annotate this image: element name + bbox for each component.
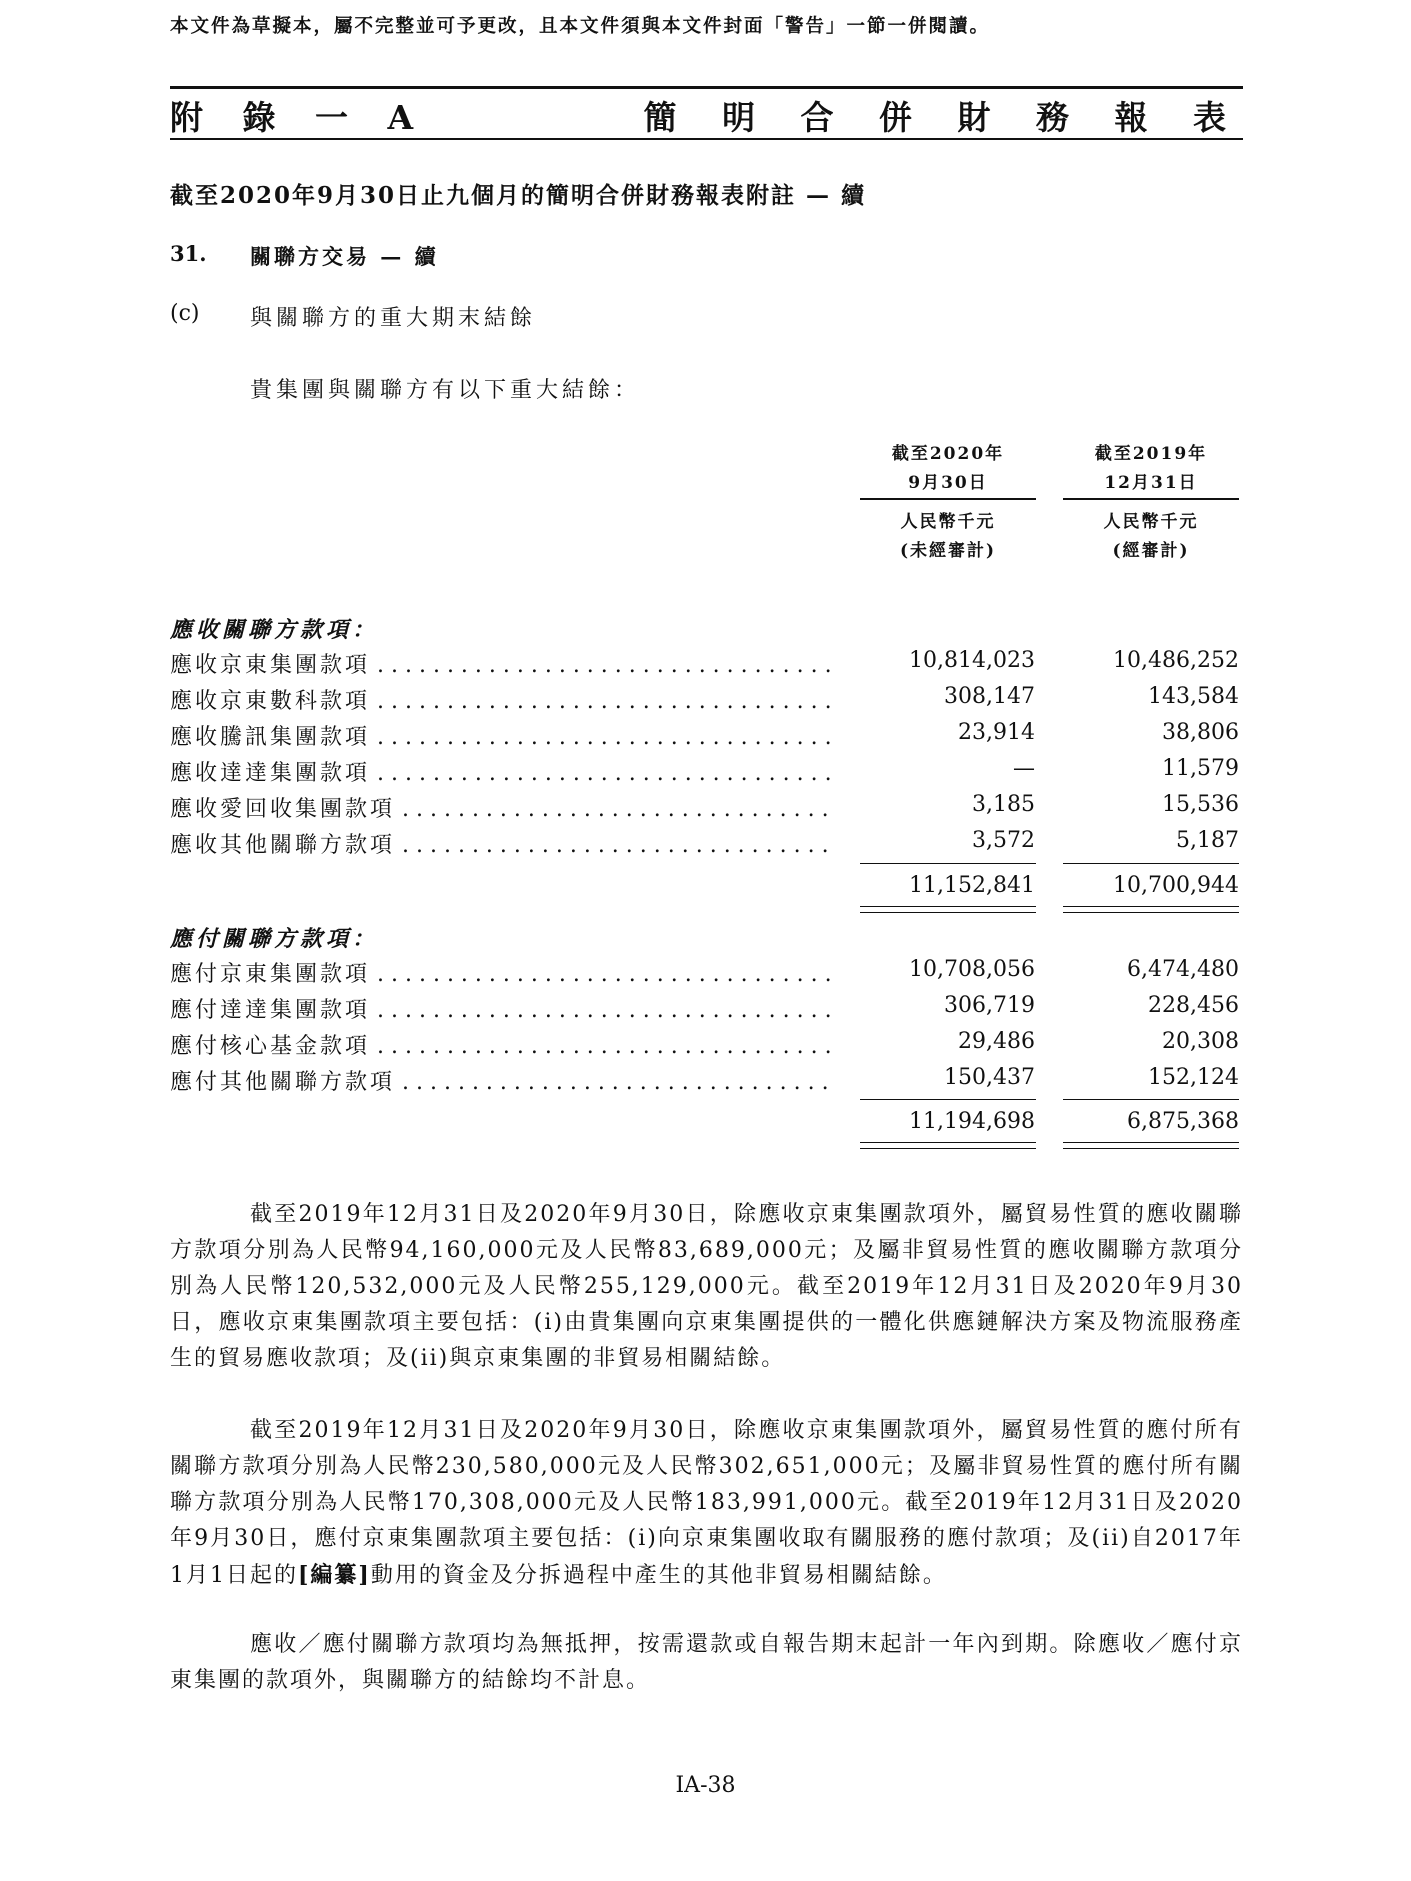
col1-line2: 9月30日 (908, 473, 988, 493)
table-row (170, 993, 1243, 1029)
redacted-marker: [編纂] (298, 1562, 371, 1588)
note-title: 關聯方交易 — 續 (250, 244, 439, 269)
row-value-2019: 5,187 (1176, 828, 1239, 853)
col2-line1: 截至2019年 (1094, 444, 1208, 464)
row-label: 應付京東集團款項 . . . (170, 957, 830, 988)
row-value-2019: 15,536 (1162, 792, 1239, 817)
payables-heading: 應付關聯方款項： (170, 926, 379, 952)
row-value-2020: — (1013, 756, 1035, 781)
row-value-2020: 29,486 (958, 1029, 1035, 1054)
paragraph-terms-note (170, 1627, 1243, 1699)
table-row (170, 1065, 1243, 1101)
payables-double-rule-1 (860, 1142, 1036, 1149)
paragraph-text (170, 1413, 1243, 1594)
section-heading: 簡 明 合 併 財 務 報 表 (643, 98, 1243, 137)
col2-audit-status: (經審計) (1112, 541, 1190, 561)
note-number: 31. (170, 241, 207, 266)
subsection-label: (c) (170, 301, 200, 326)
receivables-heading: 應收關聯方款項： (170, 617, 379, 643)
paragraph-text: 截至2019年12月31日及2020年9月30日，除應收京東集團款項外，屬貿易性質的應收關聯方款項分別為人民幣94,160,000元及人民幣83,689,000元；及屬非貿易性質的應收關聯方款項分別為人民幣120,532,000元及人民幣255,129,000元。截至2019年12月31日及2020年9月30日，應收京東集團款項主要包括：(i)由貴集團向京東集團提供的一體化供應鏈解決方案及物流服務產生的貿易應收款項；及(ii)與京東集團的非貿易相關結餘。 (170, 1202, 1243, 1371)
paragraph-text: 應收／應付關聯方款項均為無抵押，按需還款或自報告期末起計一年內到期。除應收／應付京東集團的款項外，與關聯方的結餘均不計息。 (170, 1632, 1243, 1693)
receivables-double-rule-2 (1063, 906, 1239, 913)
row-value-2020: 306,719 (944, 993, 1035, 1018)
intro-text: 貴集團與關聯方有以下重大結餘： (250, 378, 641, 403)
payables-total-2020: 11,194,698 (909, 1109, 1035, 1134)
row-value-2020: 308,147 (944, 684, 1035, 709)
row-value-2019: 6,474,480 (1127, 957, 1239, 982)
draft-warning: 本文件為草擬本，屬不完整並可予更改，且本文件須與本文件封面「警告」一節一併閱讀。 (170, 16, 991, 37)
row-label: 應付核心基金款項 . . . (170, 1029, 830, 1060)
row-label: 應收騰訊集團款項 . . . (170, 720, 830, 751)
row-label: 應付其他關聯方款項 . . . (170, 1065, 830, 1096)
col1-rule (860, 498, 1036, 500)
payables-total-2019: 6,875,368 (1127, 1109, 1239, 1134)
col2-rule (1063, 498, 1239, 500)
row-value-2020: 23,914 (958, 720, 1035, 745)
row-value-2020: 10,708,056 (909, 957, 1035, 982)
col1-currency: 人民幣千元 (900, 512, 996, 532)
payables-subtotal-rule-2 (1063, 1099, 1239, 1100)
col2-line2: 12月31日 (1104, 473, 1198, 493)
column-header-2019 (1063, 440, 1239, 566)
row-label: 應付達達集團款項 . . . (170, 993, 830, 1024)
receivables-double-rule-1 (860, 906, 1036, 913)
column-header-2020 (860, 440, 1036, 566)
table-row (170, 1029, 1243, 1065)
payables-double-rule-2 (1063, 1142, 1239, 1149)
row-label: 應收達達集團款項 . . . (170, 756, 830, 787)
table-row (170, 684, 1243, 720)
row-value-2019: 10,486,252 (1113, 648, 1239, 673)
table-row (170, 792, 1243, 828)
header-rule-bottom (170, 138, 1243, 140)
row-value-2019: 143,584 (1148, 684, 1239, 709)
row-value-2019: 38,806 (1162, 720, 1239, 745)
row-label: 應收其他關聯方款項 . . . (170, 828, 830, 859)
receivables-total-row (170, 873, 1243, 909)
page-subtitle: 截至2020年9月30日止九個月的簡明合併財務報表附註 — 續 (170, 182, 867, 209)
col1-line1: 截至2020年 (891, 444, 1005, 464)
col1-audit-status: (未經審計) (899, 541, 997, 561)
table-row (170, 648, 1243, 684)
header-rule-top (170, 86, 1243, 89)
paragraph-text-end: 動用的資金及分拆過程中產生的其他非貿易相關結餘。 (370, 1563, 947, 1588)
row-label: 應收京東數科款項 . . . (170, 684, 830, 715)
table-row (170, 756, 1243, 792)
subsection-title: 與關聯方的重大期末結餘 (250, 306, 537, 331)
row-value-2020: 3,185 (972, 792, 1035, 817)
row-value-2019: 152,124 (1148, 1065, 1239, 1090)
row-value-2019: 20,308 (1162, 1029, 1239, 1054)
receivables-total-2020: 11,152,841 (909, 873, 1035, 898)
table-row (170, 828, 1243, 864)
row-label: 應收愛回收集團款項 . . . (170, 792, 830, 823)
paragraph-receivables-note (170, 1197, 1243, 1377)
payables-subtotal-rule-1 (860, 1099, 1036, 1100)
paragraph-text-start: 截至2019年12月31日及2020年9月30日，除應收京東集團款項外，屬貿易性質的應付所有關聯方款項分別為人民幣230,580,000元及人民幣302,651,000元；及屬非貿易性質的應付所有關聯方款項分別為人民幣170,308,000元及人民幣183,991,000元。截至2019年12月31日及2020年9月30日，應付京東集團款項主要包括：(i)向京東集團收取有關服務的應付款項；及(ii)自2017年1月1日起的 (170, 1418, 1243, 1588)
payables-total-row (170, 1109, 1243, 1145)
row-value-2019: 228,456 (1148, 993, 1239, 1018)
appendix-label: 附 錄 一 A (170, 98, 428, 137)
table-row (170, 720, 1243, 756)
row-label: 應收京東集團款項 . . . (170, 648, 830, 679)
table-row (170, 957, 1243, 993)
row-value-2020: 150,437 (944, 1065, 1035, 1090)
receivables-total-2019: 10,700,944 (1113, 873, 1239, 898)
receivables-subtotal-rule-1 (860, 863, 1036, 864)
receivables-subtotal-rule-2 (1063, 863, 1239, 864)
paragraph-payables-note (170, 1413, 1243, 1594)
row-value-2019: 11,579 (1162, 756, 1239, 781)
page-number: IA-38 (675, 1773, 736, 1798)
col2-currency: 人民幣千元 (1103, 512, 1199, 532)
row-value-2020: 3,572 (972, 828, 1035, 853)
row-value-2020: 10,814,023 (909, 648, 1035, 673)
